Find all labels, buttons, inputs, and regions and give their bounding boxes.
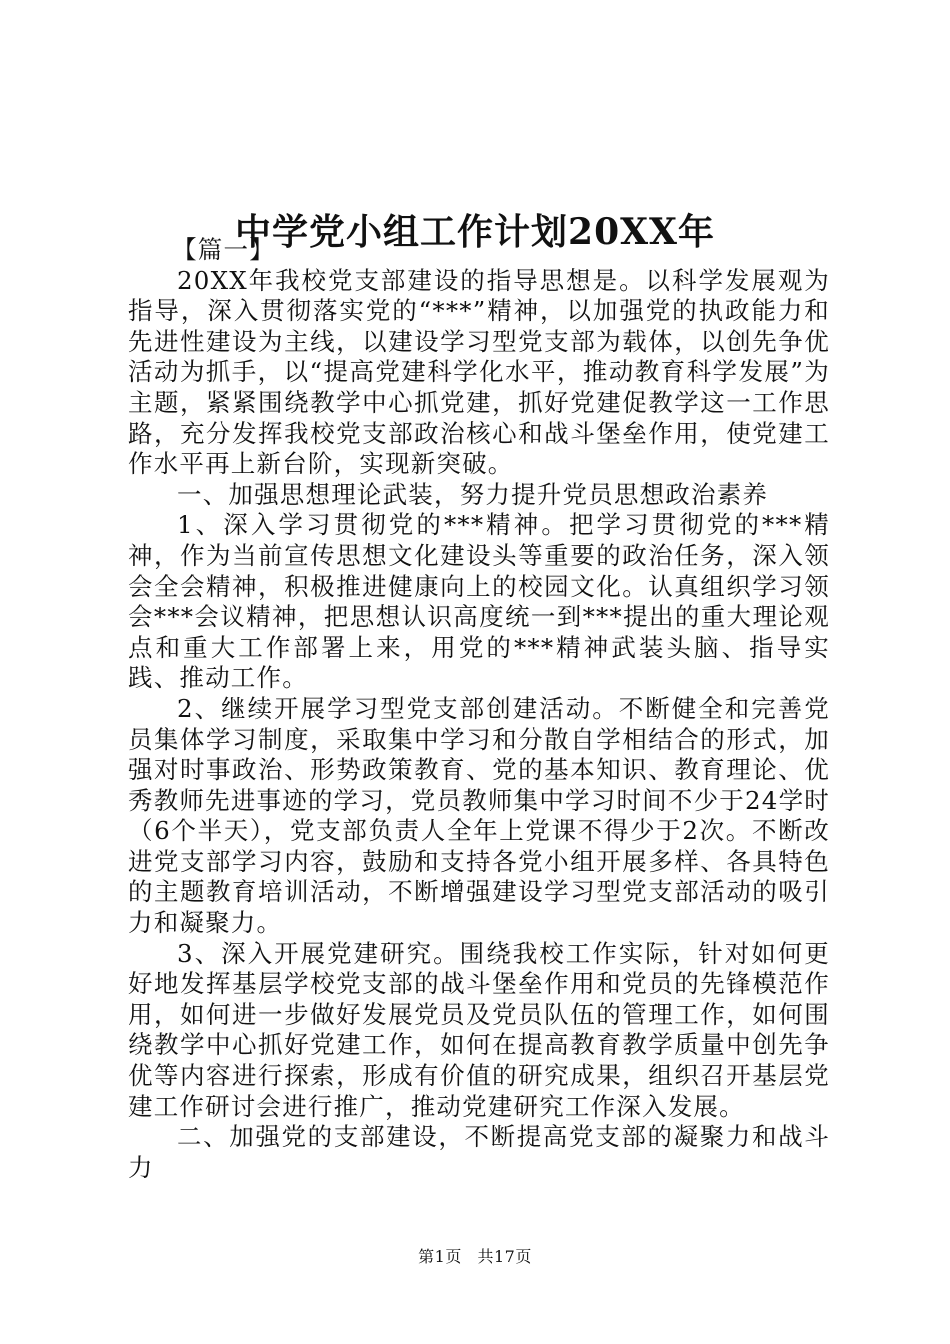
heading-section-one: 一、加强思想理论武装，努力提升党员思想政治素养 [177, 479, 769, 509]
paragraph-guiding-thought: 20XX年我校党支部建设的指导思想是。以科学发展观为指导，深入贯彻落实党的“***”精神，以加强党的执政能力和先进性建设为主线，以建设学习型党支部为载体，以创先争优活动为抓手，以“提高党建科学化水平，推动教育科学发展”为主题，紧紧围绕教学中心抓党建，抓好党建促教学这一工作思路，充分发挥我校党支部政治核心和战斗堡垒作用，使党建工作水平再上新台阶，实现新突破。 [128, 265, 830, 479]
document-title: 中学党小组工作计划20XX年 [235, 211, 715, 254]
paragraph-item-1: 1、深入学习贯彻党的***精神。把学习贯彻党的***精神，作为当前宣传思想文化建设头等重要的政治任务，深入领会全会精神，积极推进健康向上的校园文化。认真组织学习领会***会议精神，把思想认识高度统一到***提出的重大理论观点和重大工作部署上来，用党的***精神武装头脑、指导实践、推动工作。 [128, 510, 830, 693]
paragraph-item-3: 3、深入开展党建研究。围绕我校工作实际，针对如何更好地发挥基层学校党支部的战斗堡垒作用和党员的先锋模范作用，如何进一步做好发展党员及党员队伍的管理工作，如何围绕教学中心抓好党建工作，如何在提高教育教学质量中创先争优等内容进行探索，形成有价值的研究成果，组织召开基层党建工作研讨会进行推广，推动党建研究工作深入发展。 [128, 938, 830, 1121]
heading-section-two: 二、加强党的支部建设，不断提高党支部的凝聚力和战斗力 [128, 1122, 830, 1182]
section-label: 【篇一】 [172, 235, 275, 264]
page-number-total: 共17页 [477, 1247, 532, 1266]
page-footer [0, 1244, 950, 1267]
document-body [128, 235, 830, 1183]
page-number-current: 第1页 [418, 1247, 462, 1266]
paragraph-item-2: 2、继续开展学习型党支部创建活动。不断健全和完善党员集体学习制度，采取集中学习和分散自学相结合的形式，加强对时事政治、形势政策教育、党的基本知识、教育理论、优秀教师先进事迹的学习，党员教师集中学习时间不少于24学时（6个半天），党支部负责人全年上党课不得少于2次。不断改进党支部学习内容，鼓励和支持各党小组开展多样、各具特色的主题教育培训活动，不断增强建设学习型党支部活动的吸引力和凝聚力。 [128, 693, 830, 938]
